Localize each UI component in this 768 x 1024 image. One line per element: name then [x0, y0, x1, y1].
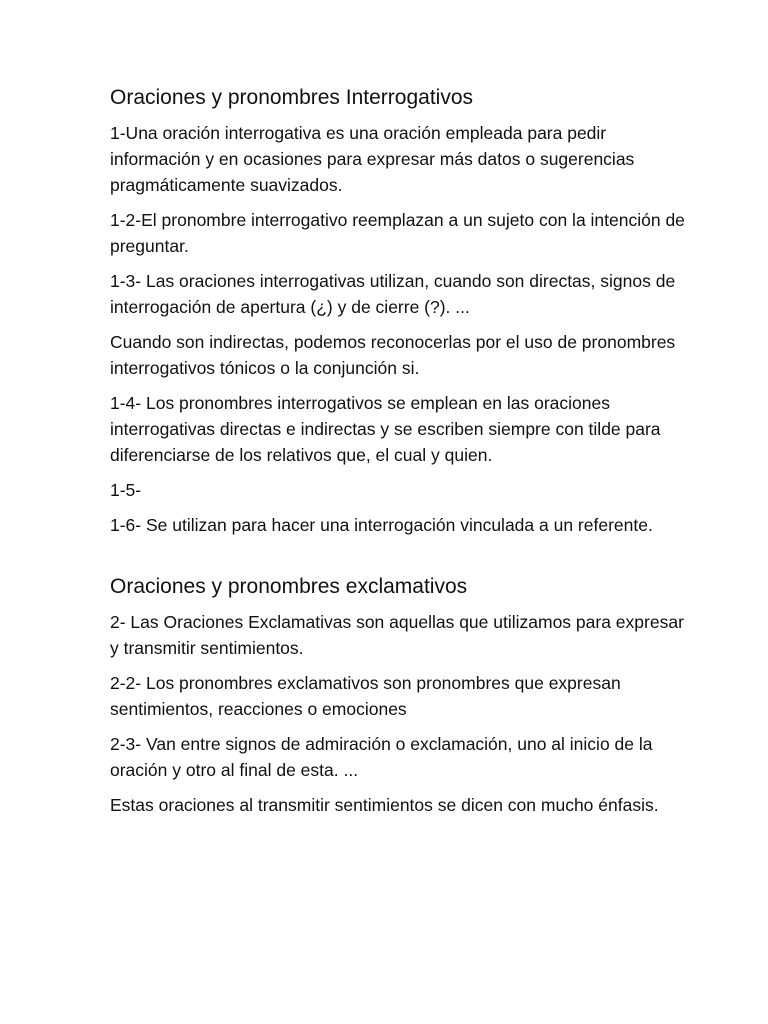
paragraph: 1-Una oración interrogativa es una oración empleada para pedir información y en ocasiones para expresar más datos o sugerencias pragmáticamente suavizados. [110, 123, 635, 195]
section-heading: Oraciones y pronombres Interrogativos [110, 86, 473, 109]
paragraph: 1-4- Los pronombres interrogativos se emplean en las oraciones interrogativas directas e indirectas y se escriben siempre con tilde para diferenciarse de los relativos que, el cual y quien. [110, 393, 661, 465]
paragraph: 1-3- Las oraciones interrogativas utilizan, cuando son directas, signos de interrogación de apertura (¿) y de cierre (?). ... [110, 271, 676, 317]
section-heading: Oraciones y pronombres exclamativos [110, 575, 468, 598]
paragraph: Cuando son indirectas, podemos reconocerlas por el uso de pronombres interrogativos tónicos o la conjunción si. [110, 332, 676, 378]
paragraph: 2-3- Van entre signos de admiración o exclamación, uno al inicio de la oración y otro al final de esta. ... [110, 734, 653, 780]
paragraph: 1-5- [110, 480, 142, 500]
paragraph: 2- Las Oraciones Exclamativas son aquellas que utilizamos para expresar y transmitir sentimientos. [110, 612, 684, 658]
paragraph: 1-2-El pronombre interrogativo reemplazan a un sujeto con la intención de preguntar. [110, 210, 685, 256]
section-spacer [110, 547, 688, 573]
paragraph: 1-6- Se utilizan para hacer una interrogación vinculada a un referente. [110, 515, 653, 535]
section-interrogativos [110, 84, 688, 538]
section-exclamativos [110, 573, 688, 818]
paragraph: Estas oraciones al transmitir sentimientos se dicen con mucho énfasis. [110, 795, 659, 815]
paragraph: 2-2- Los pronombres exclamativos son pronombres que expresan sentimientos, reacciones o emociones [110, 673, 621, 719]
